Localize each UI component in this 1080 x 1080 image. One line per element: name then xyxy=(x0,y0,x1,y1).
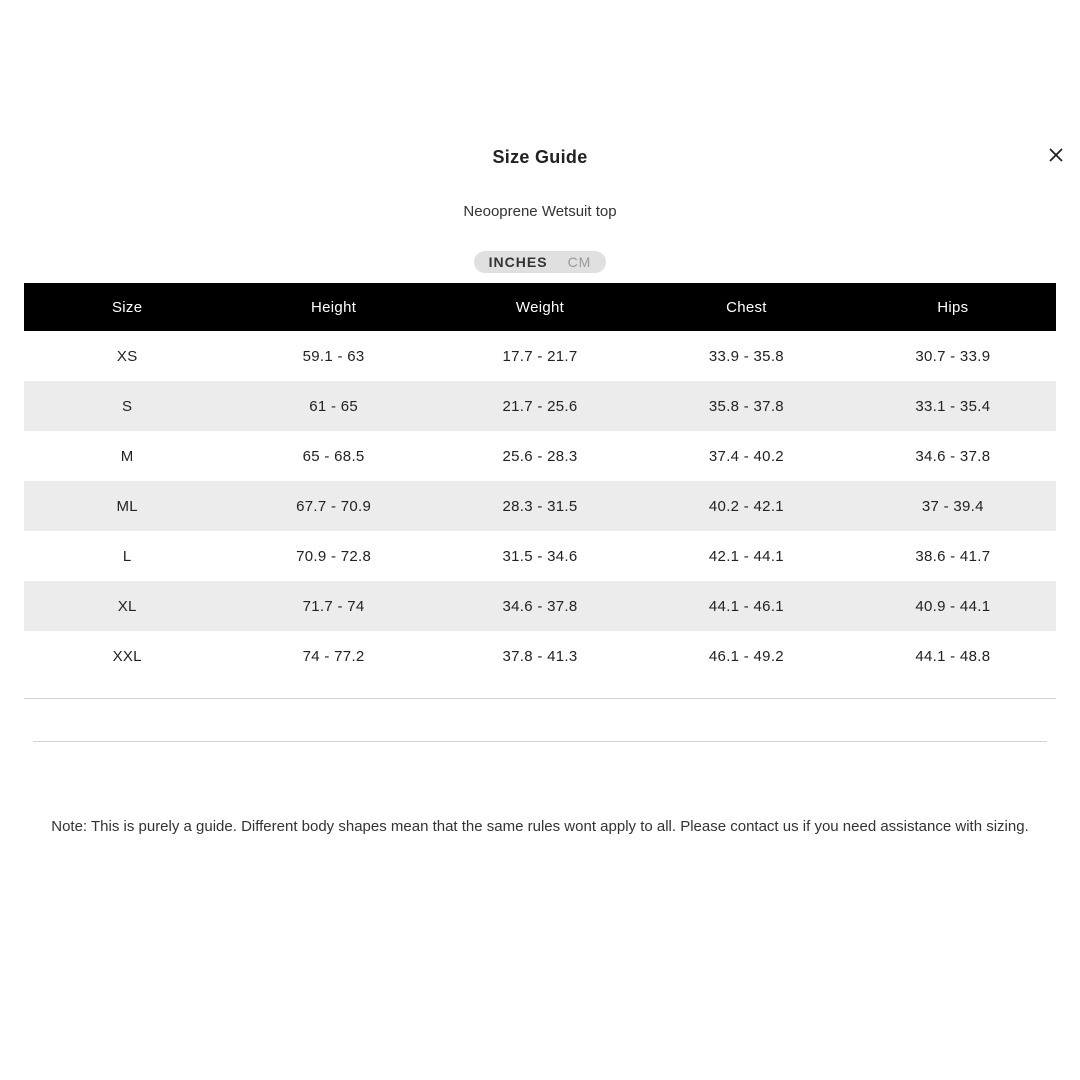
sizing-note: Note: This is purely a guide. Different body shapes mean that the same rules wont apply to all. Please contact us if you need assistance with sizing. xyxy=(51,818,1029,835)
table-row xyxy=(24,331,1056,381)
table-cell-chest: 42.1 - 44.1 xyxy=(708,547,784,565)
table-cell-hips: 30.7 - 33.9 xyxy=(915,347,991,365)
column-header-height: Height xyxy=(311,298,357,316)
table-cell-chest: 37.4 - 40.2 xyxy=(708,447,784,465)
table-cell-hips: 44.1 - 48.8 xyxy=(915,647,991,665)
table-cell-size: S xyxy=(122,397,133,415)
table-cell-height: 71.7 - 74 xyxy=(302,597,365,615)
column-header-hips: Hips xyxy=(937,298,969,316)
column-header-weight: Weight xyxy=(515,298,565,316)
table-row xyxy=(24,381,1056,431)
table-cell-height: 74 - 77.2 xyxy=(302,647,365,665)
table-cell-size: XL xyxy=(117,597,137,615)
table-cell-size: XXL xyxy=(112,647,142,665)
divider xyxy=(33,741,1047,742)
table-header-row xyxy=(24,283,1056,331)
table-cell-hips: 34.6 - 37.8 xyxy=(915,447,991,465)
unit-toggle[interactable] xyxy=(474,251,606,273)
table-cell-height: 61 - 65 xyxy=(309,397,359,415)
divider xyxy=(24,698,1056,699)
table-cell-weight: 31.5 - 34.6 xyxy=(502,547,578,565)
table-row xyxy=(24,431,1056,481)
table-cell-hips: 37 - 39.4 xyxy=(921,497,984,515)
table-row xyxy=(24,481,1056,531)
table-cell-weight: 25.6 - 28.3 xyxy=(502,447,578,465)
table-row xyxy=(24,581,1056,631)
table-cell-hips: 33.1 - 35.4 xyxy=(915,397,991,415)
table-cell-hips: 38.6 - 41.7 xyxy=(915,547,991,565)
table-cell-size: L xyxy=(122,547,132,565)
product-name: Neooprene Wetsuit top xyxy=(463,203,617,220)
table-row xyxy=(24,531,1056,581)
table-cell-height: 59.1 - 63 xyxy=(302,347,365,365)
table-cell-weight: 21.7 - 25.6 xyxy=(502,397,578,415)
table-cell-chest: 35.8 - 37.8 xyxy=(708,397,784,415)
table-cell-chest: 46.1 - 49.2 xyxy=(708,647,784,665)
table-cell-chest: 33.9 - 35.8 xyxy=(708,347,784,365)
column-header-size: Size xyxy=(112,298,143,316)
table-row xyxy=(24,631,1056,681)
table-cell-size: ML xyxy=(116,497,138,515)
table-cell-height: 70.9 - 72.8 xyxy=(296,547,372,565)
table-cell-weight: 28.3 - 31.5 xyxy=(502,497,578,515)
unit-option-cm[interactable]: CM xyxy=(567,254,592,270)
table-cell-chest: 44.1 - 46.1 xyxy=(708,597,784,615)
size-table xyxy=(24,283,1056,681)
close-icon[interactable] xyxy=(1044,143,1068,167)
table-cell-size: M xyxy=(120,447,134,465)
modal-title: Size Guide xyxy=(492,147,588,167)
table-cell-height: 65 - 68.5 xyxy=(302,447,365,465)
table-cell-weight: 17.7 - 21.7 xyxy=(502,347,578,365)
column-header-chest: Chest xyxy=(726,298,767,316)
unit-option-inches[interactable]: INCHES xyxy=(488,254,548,270)
table-cell-weight: 37.8 - 41.3 xyxy=(502,647,578,665)
table-cell-height: 67.7 - 70.9 xyxy=(296,497,372,515)
table-cell-chest: 40.2 - 42.1 xyxy=(708,497,784,515)
table-cell-weight: 34.6 - 37.8 xyxy=(502,597,578,615)
table-cell-size: XS xyxy=(116,347,138,365)
table-cell-hips: 40.9 - 44.1 xyxy=(915,597,991,615)
